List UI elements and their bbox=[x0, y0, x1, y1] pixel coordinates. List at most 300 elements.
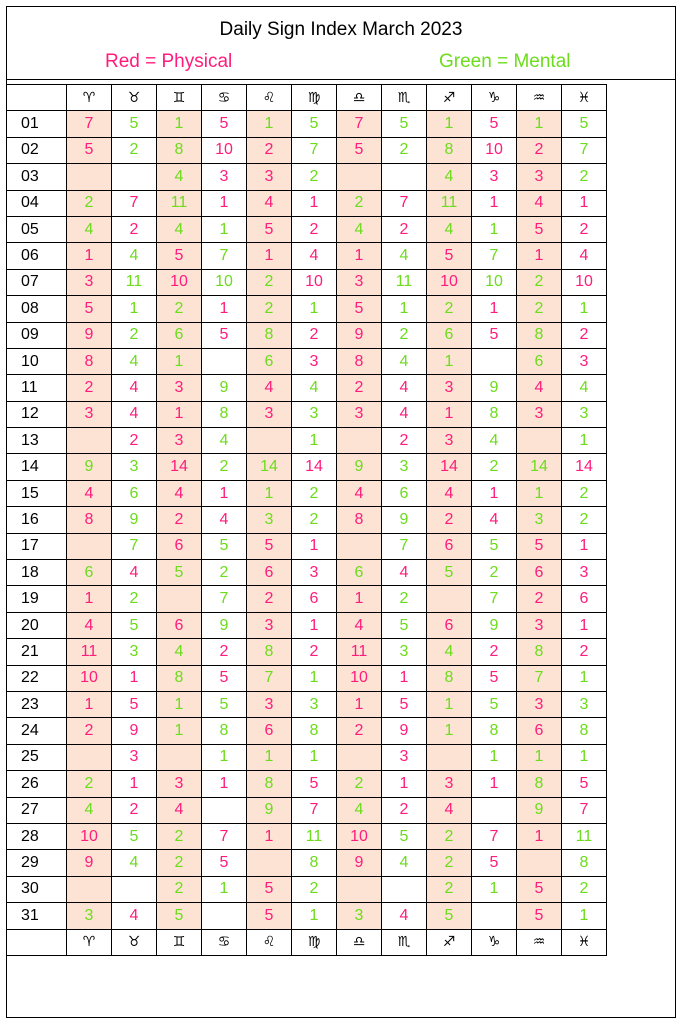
index-cell: 7 bbox=[472, 243, 517, 269]
index-cell: 3 bbox=[247, 612, 292, 638]
index-cell: 1 bbox=[562, 428, 607, 454]
index-cell: 9 bbox=[112, 507, 157, 533]
index-cell: 2 bbox=[247, 296, 292, 322]
index-cell: 8 bbox=[67, 507, 112, 533]
index-cell: 3 bbox=[202, 164, 247, 190]
index-cell: 3 bbox=[157, 771, 202, 797]
day-label: 28 bbox=[7, 823, 67, 849]
index-cell: 4 bbox=[562, 375, 607, 401]
index-cell: 5 bbox=[202, 850, 247, 876]
index-cell: 10 bbox=[202, 269, 247, 295]
index-cell: 7 bbox=[112, 533, 157, 559]
index-cell: 2 bbox=[382, 428, 427, 454]
day-label: 11 bbox=[7, 375, 67, 401]
index-cell: 2 bbox=[157, 507, 202, 533]
index-cell: 3 bbox=[292, 691, 337, 717]
table-row bbox=[7, 903, 607, 929]
index-cell: 6 bbox=[67, 560, 112, 586]
index-cell: 2 bbox=[67, 190, 112, 216]
index-cell: 4 bbox=[202, 428, 247, 454]
index-cell: 11 bbox=[292, 823, 337, 849]
day-label: 31 bbox=[7, 903, 67, 929]
index-cell: 11 bbox=[157, 190, 202, 216]
index-cell: 5 bbox=[472, 691, 517, 717]
index-cell: 4 bbox=[472, 428, 517, 454]
index-cell: 10 bbox=[202, 137, 247, 163]
index-cell: 2 bbox=[427, 850, 472, 876]
index-cell: 14 bbox=[157, 454, 202, 480]
index-cell: 10 bbox=[562, 269, 607, 295]
index-cell: 4 bbox=[157, 639, 202, 665]
index-cell: 3 bbox=[562, 348, 607, 374]
index-cell: 1 bbox=[427, 401, 472, 427]
index-cell bbox=[157, 744, 202, 770]
index-cell: 14 bbox=[292, 454, 337, 480]
table-row bbox=[7, 428, 607, 454]
index-cell: 1 bbox=[247, 243, 292, 269]
table-row bbox=[7, 375, 607, 401]
table-row bbox=[7, 586, 607, 612]
index-cell: 8 bbox=[247, 771, 292, 797]
index-cell: 1 bbox=[472, 480, 517, 506]
index-cell: 1 bbox=[67, 586, 112, 612]
sign-header-3: ♋ bbox=[202, 929, 247, 955]
index-cell: 1 bbox=[292, 665, 337, 691]
index-cell: 3 bbox=[112, 454, 157, 480]
index-cell: 5 bbox=[67, 296, 112, 322]
sign-header-4: ♌ bbox=[247, 85, 292, 111]
index-cell: 1 bbox=[427, 111, 472, 137]
sign-header-5: ♍ bbox=[292, 85, 337, 111]
index-cell: 3 bbox=[157, 428, 202, 454]
index-cell: 11 bbox=[67, 639, 112, 665]
index-cell: 4 bbox=[427, 797, 472, 823]
index-cell bbox=[247, 850, 292, 876]
index-cell: 2 bbox=[562, 164, 607, 190]
index-cell: 2 bbox=[112, 216, 157, 242]
index-cell: 7 bbox=[202, 586, 247, 612]
index-cell: 5 bbox=[67, 137, 112, 163]
sign-header-7: ♏ bbox=[382, 85, 427, 111]
table-row bbox=[7, 401, 607, 427]
table-row bbox=[7, 216, 607, 242]
day-label: 30 bbox=[7, 876, 67, 902]
index-cell: 3 bbox=[382, 744, 427, 770]
index-cell: 3 bbox=[427, 375, 472, 401]
index-cell: 2 bbox=[292, 216, 337, 242]
index-cell: 4 bbox=[247, 375, 292, 401]
sign-header-2: ♊ bbox=[157, 929, 202, 955]
index-cell: 10 bbox=[337, 823, 382, 849]
index-cell: 9 bbox=[337, 454, 382, 480]
index-cell: 5 bbox=[472, 533, 517, 559]
index-cell: 4 bbox=[112, 348, 157, 374]
index-cell: 3 bbox=[67, 903, 112, 929]
table-row bbox=[7, 269, 607, 295]
index-cell bbox=[517, 428, 562, 454]
index-cell: 4 bbox=[562, 243, 607, 269]
index-cell bbox=[472, 797, 517, 823]
index-cell: 3 bbox=[157, 375, 202, 401]
index-cell: 6 bbox=[427, 322, 472, 348]
index-cell: 7 bbox=[472, 586, 517, 612]
index-cell: 4 bbox=[112, 375, 157, 401]
index-cell: 3 bbox=[292, 560, 337, 586]
index-cell: 1 bbox=[247, 111, 292, 137]
index-cell: 4 bbox=[202, 507, 247, 533]
index-cell: 3 bbox=[337, 269, 382, 295]
index-cell: 2 bbox=[247, 269, 292, 295]
index-cell: 8 bbox=[247, 639, 292, 665]
index-cell: 3 bbox=[337, 401, 382, 427]
index-cell: 7 bbox=[562, 797, 607, 823]
index-cell: 8 bbox=[517, 322, 562, 348]
index-cell: 4 bbox=[427, 639, 472, 665]
index-cell: 6 bbox=[337, 560, 382, 586]
sign-header-8: ♐ bbox=[427, 929, 472, 955]
index-cell: 2 bbox=[517, 269, 562, 295]
sign-header-5: ♍ bbox=[292, 929, 337, 955]
sign-index-table bbox=[6, 84, 607, 956]
chart-header bbox=[7, 7, 675, 80]
index-cell bbox=[517, 850, 562, 876]
index-cell: 1 bbox=[157, 348, 202, 374]
index-cell: 4 bbox=[67, 480, 112, 506]
index-cell: 4 bbox=[427, 480, 472, 506]
index-cell: 4 bbox=[382, 560, 427, 586]
index-cell: 1 bbox=[202, 296, 247, 322]
index-cell: 1 bbox=[472, 296, 517, 322]
index-cell bbox=[337, 164, 382, 190]
index-cell: 2 bbox=[292, 322, 337, 348]
index-cell: 11 bbox=[112, 269, 157, 295]
index-cell: 2 bbox=[112, 322, 157, 348]
index-cell: 3 bbox=[112, 639, 157, 665]
index-cell: 5 bbox=[157, 243, 202, 269]
index-cell: 9 bbox=[67, 322, 112, 348]
table-row bbox=[7, 876, 607, 902]
index-cell: 2 bbox=[67, 718, 112, 744]
index-cell: 11 bbox=[337, 639, 382, 665]
index-cell: 5 bbox=[202, 111, 247, 137]
table-row bbox=[7, 823, 607, 849]
index-cell: 2 bbox=[112, 137, 157, 163]
index-cell: 2 bbox=[562, 480, 607, 506]
sign-header-0: ♈ bbox=[67, 85, 112, 111]
index-cell: 3 bbox=[382, 639, 427, 665]
index-cell: 1 bbox=[247, 744, 292, 770]
index-cell bbox=[112, 164, 157, 190]
index-cell: 1 bbox=[472, 190, 517, 216]
index-cell: 7 bbox=[202, 823, 247, 849]
table-row bbox=[7, 612, 607, 638]
index-cell: 9 bbox=[202, 375, 247, 401]
index-cell: 3 bbox=[427, 428, 472, 454]
index-cell: 6 bbox=[427, 533, 472, 559]
table-row bbox=[7, 507, 607, 533]
sign-header-8: ♐ bbox=[427, 85, 472, 111]
index-cell: 2 bbox=[472, 560, 517, 586]
index-cell bbox=[67, 428, 112, 454]
index-cell: 5 bbox=[157, 560, 202, 586]
index-cell: 2 bbox=[562, 216, 607, 242]
index-cell: 6 bbox=[157, 612, 202, 638]
day-label: 20 bbox=[7, 612, 67, 638]
index-cell: 1 bbox=[202, 480, 247, 506]
index-cell: 8 bbox=[292, 718, 337, 744]
index-cell: 4 bbox=[67, 797, 112, 823]
index-cell bbox=[67, 533, 112, 559]
index-cell: 1 bbox=[67, 691, 112, 717]
index-cell: 8 bbox=[247, 322, 292, 348]
index-cell: 2 bbox=[112, 428, 157, 454]
index-cell: 5 bbox=[112, 691, 157, 717]
index-cell: 5 bbox=[112, 612, 157, 638]
index-cell: 3 bbox=[517, 612, 562, 638]
index-cell: 1 bbox=[247, 823, 292, 849]
table-row bbox=[7, 850, 607, 876]
index-cell: 2 bbox=[112, 586, 157, 612]
index-cell: 1 bbox=[202, 190, 247, 216]
index-cell: 9 bbox=[382, 718, 427, 744]
index-cell: 4 bbox=[337, 797, 382, 823]
index-cell: 1 bbox=[562, 612, 607, 638]
day-label: 02 bbox=[7, 137, 67, 163]
index-cell: 10 bbox=[427, 269, 472, 295]
index-cell: 4 bbox=[517, 190, 562, 216]
sign-header-row-top bbox=[7, 85, 607, 111]
table-row bbox=[7, 533, 607, 559]
day-label: 06 bbox=[7, 243, 67, 269]
table-row bbox=[7, 744, 607, 770]
index-cell: 10 bbox=[157, 269, 202, 295]
index-cell: 3 bbox=[517, 164, 562, 190]
day-label: 14 bbox=[7, 454, 67, 480]
index-cell: 6 bbox=[247, 718, 292, 744]
index-cell: 1 bbox=[292, 296, 337, 322]
index-cell: 4 bbox=[112, 243, 157, 269]
index-cell: 9 bbox=[202, 612, 247, 638]
day-label: 25 bbox=[7, 744, 67, 770]
index-cell: 1 bbox=[292, 744, 337, 770]
index-cell: 4 bbox=[157, 216, 202, 242]
index-cell: 1 bbox=[472, 771, 517, 797]
index-cell: 3 bbox=[67, 269, 112, 295]
index-cell: 4 bbox=[292, 375, 337, 401]
index-cell: 4 bbox=[382, 348, 427, 374]
index-cell: 14 bbox=[562, 454, 607, 480]
index-cell: 1 bbox=[562, 296, 607, 322]
table-row bbox=[7, 665, 607, 691]
index-cell: 6 bbox=[382, 480, 427, 506]
index-cell: 5 bbox=[247, 533, 292, 559]
sign-header-10: ♒ bbox=[517, 85, 562, 111]
index-cell: 9 bbox=[67, 850, 112, 876]
index-cell: 2 bbox=[472, 639, 517, 665]
index-cell: 4 bbox=[157, 164, 202, 190]
index-cell: 2 bbox=[337, 190, 382, 216]
day-label: 23 bbox=[7, 691, 67, 717]
index-cell: 1 bbox=[292, 428, 337, 454]
index-cell: 2 bbox=[247, 586, 292, 612]
index-cell: 4 bbox=[517, 375, 562, 401]
index-cell: 4 bbox=[382, 850, 427, 876]
index-cell: 3 bbox=[472, 164, 517, 190]
day-label: 26 bbox=[7, 771, 67, 797]
index-cell: 8 bbox=[472, 401, 517, 427]
index-cell: 2 bbox=[427, 823, 472, 849]
index-cell: 2 bbox=[292, 639, 337, 665]
index-cell bbox=[67, 876, 112, 902]
index-cell: 9 bbox=[67, 454, 112, 480]
index-cell: 4 bbox=[427, 216, 472, 242]
index-cell: 3 bbox=[292, 401, 337, 427]
index-cell: 4 bbox=[382, 401, 427, 427]
index-cell bbox=[427, 744, 472, 770]
index-cell: 3 bbox=[247, 401, 292, 427]
index-cell: 14 bbox=[247, 454, 292, 480]
index-cell: 2 bbox=[517, 296, 562, 322]
index-cell: 5 bbox=[292, 771, 337, 797]
index-cell: 14 bbox=[517, 454, 562, 480]
index-cell: 1 bbox=[562, 533, 607, 559]
index-cell: 1 bbox=[337, 691, 382, 717]
sign-header-2: ♊ bbox=[157, 85, 202, 111]
index-cell: 5 bbox=[112, 823, 157, 849]
index-cell bbox=[337, 744, 382, 770]
index-cell: 2 bbox=[202, 454, 247, 480]
index-cell: 2 bbox=[157, 850, 202, 876]
table-row bbox=[7, 771, 607, 797]
index-cell: 1 bbox=[382, 771, 427, 797]
index-cell: 5 bbox=[247, 876, 292, 902]
index-cell: 9 bbox=[247, 797, 292, 823]
day-label: 04 bbox=[7, 190, 67, 216]
sign-header-6: ♎ bbox=[337, 929, 382, 955]
day-label: 13 bbox=[7, 428, 67, 454]
index-cell: 5 bbox=[472, 322, 517, 348]
table-row bbox=[7, 639, 607, 665]
index-cell: 10 bbox=[67, 823, 112, 849]
index-cell bbox=[337, 428, 382, 454]
index-cell: 2 bbox=[382, 322, 427, 348]
index-cell: 6 bbox=[517, 560, 562, 586]
index-cell: 9 bbox=[472, 612, 517, 638]
index-cell: 2 bbox=[337, 771, 382, 797]
index-cell: 4 bbox=[292, 243, 337, 269]
index-cell: 3 bbox=[517, 507, 562, 533]
index-cell: 5 bbox=[337, 296, 382, 322]
sign-header-6: ♎ bbox=[337, 85, 382, 111]
index-cell: 1 bbox=[562, 903, 607, 929]
index-cell: 5 bbox=[517, 533, 562, 559]
index-cell: 2 bbox=[562, 507, 607, 533]
index-cell: 1 bbox=[517, 243, 562, 269]
table-row bbox=[7, 296, 607, 322]
sign-header-9: ♑ bbox=[472, 929, 517, 955]
index-cell: 5 bbox=[382, 823, 427, 849]
day-label: 16 bbox=[7, 507, 67, 533]
day-label: 05 bbox=[7, 216, 67, 242]
index-cell: 2 bbox=[337, 718, 382, 744]
index-cell: 5 bbox=[202, 322, 247, 348]
index-cell: 6 bbox=[247, 560, 292, 586]
day-label: 03 bbox=[7, 164, 67, 190]
index-cell bbox=[202, 903, 247, 929]
day-label: 09 bbox=[7, 322, 67, 348]
day-label: 17 bbox=[7, 533, 67, 559]
sign-header-9: ♑ bbox=[472, 85, 517, 111]
index-cell: 1 bbox=[112, 665, 157, 691]
index-cell: 8 bbox=[337, 507, 382, 533]
index-cell bbox=[472, 348, 517, 374]
index-cell: 6 bbox=[562, 586, 607, 612]
index-cell: 9 bbox=[337, 322, 382, 348]
index-cell: 3 bbox=[517, 691, 562, 717]
index-cell: 1 bbox=[337, 586, 382, 612]
index-cell: 5 bbox=[472, 111, 517, 137]
sign-header-3: ♋ bbox=[202, 85, 247, 111]
index-cell bbox=[112, 876, 157, 902]
index-cell: 5 bbox=[427, 243, 472, 269]
table-row bbox=[7, 164, 607, 190]
index-cell: 8 bbox=[202, 718, 247, 744]
index-cell: 2 bbox=[337, 375, 382, 401]
index-cell: 4 bbox=[247, 190, 292, 216]
index-cell: 5 bbox=[202, 691, 247, 717]
index-cell: 4 bbox=[112, 560, 157, 586]
index-cell: 5 bbox=[247, 903, 292, 929]
index-cell: 2 bbox=[247, 137, 292, 163]
index-cell: 8 bbox=[562, 850, 607, 876]
index-cell: 10 bbox=[67, 665, 112, 691]
table-row bbox=[7, 243, 607, 269]
index-cell: 4 bbox=[427, 164, 472, 190]
index-cell: 4 bbox=[157, 797, 202, 823]
index-cell bbox=[382, 876, 427, 902]
index-cell: 2 bbox=[202, 639, 247, 665]
index-cell bbox=[67, 744, 112, 770]
index-cell: 5 bbox=[517, 903, 562, 929]
table-row bbox=[7, 797, 607, 823]
index-cell: 5 bbox=[247, 216, 292, 242]
table-row bbox=[7, 190, 607, 216]
index-cell: 4 bbox=[67, 612, 112, 638]
index-cell: 5 bbox=[517, 216, 562, 242]
index-cell: 8 bbox=[202, 401, 247, 427]
index-cell: 8 bbox=[562, 718, 607, 744]
sign-header-row-bottom bbox=[7, 929, 607, 955]
sign-header-1: ♉ bbox=[112, 929, 157, 955]
index-cell: 2 bbox=[382, 137, 427, 163]
index-cell: 1 bbox=[382, 296, 427, 322]
index-cell: 3 bbox=[292, 348, 337, 374]
index-cell: 10 bbox=[337, 665, 382, 691]
index-cell: 4 bbox=[112, 903, 157, 929]
index-cell: 8 bbox=[157, 665, 202, 691]
index-cell bbox=[247, 428, 292, 454]
index-cell: 1 bbox=[337, 243, 382, 269]
table-row bbox=[7, 718, 607, 744]
index-cell: 4 bbox=[157, 480, 202, 506]
index-cell: 2 bbox=[157, 876, 202, 902]
index-cell: 3 bbox=[337, 903, 382, 929]
index-cell: 1 bbox=[112, 296, 157, 322]
index-cell: 2 bbox=[382, 216, 427, 242]
table-row bbox=[7, 480, 607, 506]
table-row bbox=[7, 348, 607, 374]
index-cell: 7 bbox=[292, 797, 337, 823]
